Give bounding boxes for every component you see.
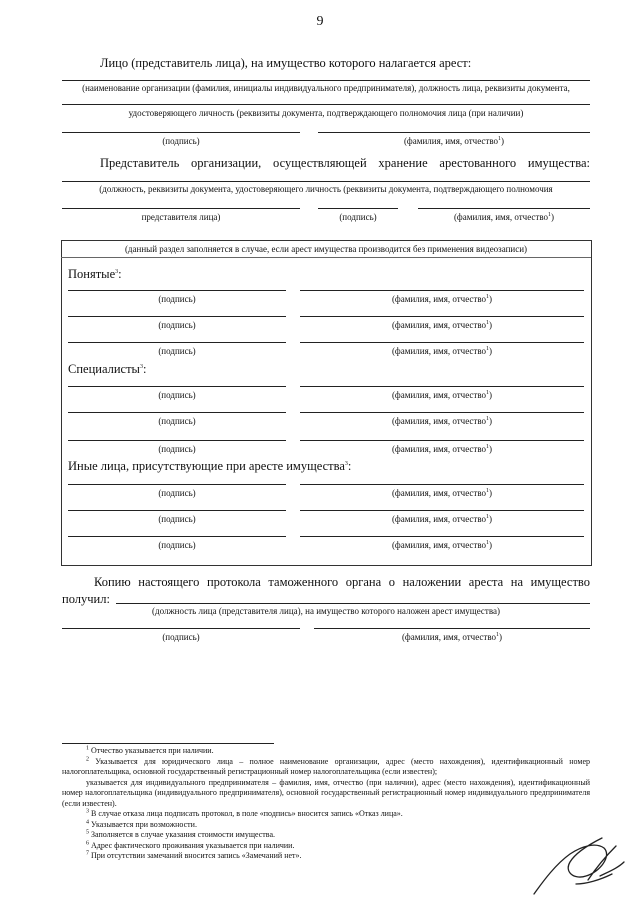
box-note-divider <box>61 257 591 258</box>
specialist-2-sign-caption: (подпись) <box>158 416 196 426</box>
witness-2-sign-caption: (подпись) <box>158 320 196 330</box>
custodian-fio-caption: (фамилия, имя, отчество$^1$) <box>453 212 555 222</box>
copy-recipient-line[interactable] <box>116 603 590 604</box>
other-3-sign-line[interactable] <box>68 536 286 537</box>
other-1-fio-caption: (фамилия, имя, отчество$^1$) <box>391 488 493 498</box>
specialist-1-fio-line[interactable] <box>300 386 584 387</box>
handwritten-signature <box>530 828 626 898</box>
custodian-sign-caption: (подпись) <box>339 212 377 222</box>
witnesses-label: Понятые$^3$: <box>68 267 122 281</box>
specialist-1-sign-line[interactable] <box>68 386 286 387</box>
witness-3-sign-caption: (подпись) <box>158 346 196 356</box>
other-1-fio-line[interactable] <box>300 484 584 485</box>
other-1-sign-line[interactable] <box>68 484 286 485</box>
footnote-2b: указывается для индивидуального предпринимателя – фамилия, имя, отчество (при наличии), адрес (место нахождения), идентификационный номер налогоплательщика (индивидуального предпринимателя), основной государственный регистрационный номер индивидуального предпринимателя (если известен). <box>62 777 590 808</box>
debtor-heading: Лицо (представитель лица), на имущество которого налагается арест: <box>100 56 472 70</box>
other-2-fio-caption: (фамилия, имя, отчество$^1$) <box>391 514 493 524</box>
specialists-label: Специалисты$^3$: <box>68 362 147 376</box>
witness-1-fio-line[interactable] <box>300 290 584 291</box>
specialist-3-fio-caption: (фамилия, имя, отчество$^1$) <box>391 444 493 454</box>
copy-heading-line2: получил: <box>62 592 110 606</box>
other-2-sign-caption: (подпись) <box>158 514 196 524</box>
specialist-2-fio-line[interactable] <box>300 412 584 413</box>
witness-1-sign-caption: (подпись) <box>158 294 196 304</box>
debtor-fio-caption: (фамилия, имя, отчество$^1$) <box>403 136 505 146</box>
custodian-caption-1: (должность, реквизиты документа, удостоверяющего личность (реквизиты документа, подтверждающего полномочия <box>99 184 553 194</box>
other-3-fio-line[interactable] <box>300 536 584 537</box>
footnote-6: $^6$ Адрес фактического проживания указывается при наличии. <box>86 839 295 850</box>
witness-2-sign-line[interactable] <box>68 316 286 317</box>
other-2-sign-line[interactable] <box>68 510 286 511</box>
specialist-3-sign-line[interactable] <box>68 440 286 441</box>
witness-3-fio-line[interactable] <box>300 342 584 343</box>
other-3-sign-caption: (подпись) <box>158 540 196 550</box>
other-3-fio-caption: (фамилия, имя, отчество$^1$) <box>391 540 493 550</box>
specialist-2-sign-line[interactable] <box>68 412 286 413</box>
footnote-4: $^4$ Указывается при возможности. <box>86 818 197 829</box>
copy-sign-caption: (подпись) <box>162 632 200 642</box>
debtor-caption-2: удостоверяющего личность (реквизиты документа, подтверждающего полномочия лица (при наличии) <box>128 108 524 118</box>
debtor-sign-caption: (подпись) <box>162 136 200 146</box>
witness-2-fio-line[interactable] <box>300 316 584 317</box>
copy-caption: (должность лица (представителя лица), на имущество которого наложен арест имущества) <box>152 606 500 616</box>
debtor-fio-line[interactable] <box>318 132 590 133</box>
specialist-1-sign-caption: (подпись) <box>158 390 196 400</box>
copy-fio-line[interactable] <box>314 628 590 629</box>
witness-1-fio-caption: (фамилия, имя, отчество$^1$) <box>391 294 493 304</box>
page-number: 9 <box>316 14 324 29</box>
custodian-position-line[interactable] <box>62 208 300 209</box>
other-2-fio-line[interactable] <box>300 510 584 511</box>
witness-3-sign-line[interactable] <box>68 342 286 343</box>
specialist-3-fio-line[interactable] <box>300 440 584 441</box>
footnote-separator <box>62 743 274 744</box>
witness-1-sign-line[interactable] <box>68 290 286 291</box>
specialist-2-fio-caption: (фамилия, имя, отчество$^1$) <box>391 416 493 426</box>
debtor-caption-1: (наименование организации (фамилия, инициалы индивидуального предпринимателя), должность лица, реквизиты документа, <box>82 83 570 93</box>
specialist-3-sign-caption: (подпись) <box>158 444 196 454</box>
box-note: (данный раздел заполняется в случае, если арест имущества производится без применения видеозаписи) <box>124 244 528 254</box>
other-1-sign-caption: (подпись) <box>158 488 196 498</box>
debtor-line-2[interactable] <box>62 104 590 105</box>
footnote-3: $^3$ В случае отказа лица подписать протокол, в поле «подпись» вносится запись «Отказ лица». <box>86 808 403 818</box>
witness-3-fio-caption: (фамилия, имя, отчество$^1$) <box>391 346 493 356</box>
debtor-line-1[interactable] <box>62 80 590 81</box>
custodian-caption-2: представителя лица) <box>141 212 221 222</box>
specialist-1-fio-caption: (фамилия, имя, отчество$^1$) <box>391 390 493 400</box>
debtor-sign-line[interactable] <box>62 132 300 133</box>
footnote-5: $^5$ Заполняется в случае указания стоимости имущества. <box>86 829 276 839</box>
custodian-heading: Представитель организации, осуществляющей хранение арестованного имущества: <box>100 156 590 170</box>
copy-heading-line1: Копию настоящего протокола таможенного органа о наложении ареста на имущество <box>94 575 590 589</box>
copy-sign-line[interactable] <box>62 628 300 629</box>
custodian-line-1[interactable] <box>62 181 590 182</box>
footnote-1: $^1$ Отчество указывается при наличии. <box>86 745 214 755</box>
custodian-sign-line[interactable] <box>318 208 398 209</box>
others-label: Иные лица, присутствующие при аресте имущества$^3$: <box>68 459 352 473</box>
footnotes <box>62 746 590 862</box>
footnote-2a: $^2$ Указывается для юридического лица – полное наименование организации, адрес (место нахождения), идентификационный номер налогоплательщика, основной государственный регистрационный номер налогоплательщика (если известен); <box>62 755 590 776</box>
footnote-7: $^7$ При отсутствии замечаний вносится запись «Замечаний нет». <box>86 850 302 860</box>
witness-2-fio-caption: (фамилия, имя, отчество$^1$) <box>391 320 493 330</box>
custodian-fio-line[interactable] <box>418 208 590 209</box>
copy-fio-caption: (фамилия, имя, отчество$^1$) <box>401 632 503 642</box>
